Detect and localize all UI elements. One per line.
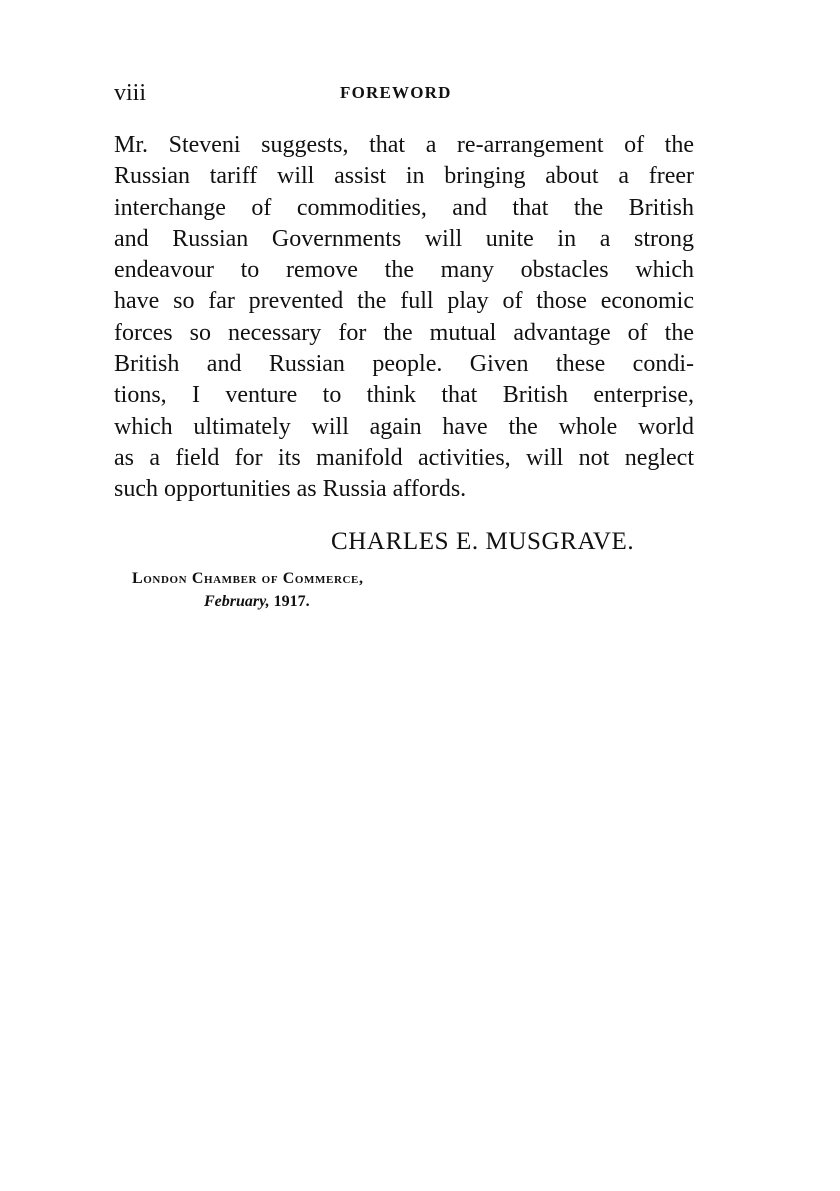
paragraph-line: Russian tariff will assist in bringing about a freer [114,163,694,190]
paragraph-line: have so far prevented the full play of those economic [114,288,694,315]
paragraph-line: which ultimately will again have the whole world [114,413,694,440]
foreword-paragraph [114,130,694,506]
paragraph-line: such opportunities as Russia affords. [114,476,467,503]
paragraph-line: tions, I venture to think that British enterprise, [114,382,694,409]
signature-place: London Chamber of Commerce, [132,570,364,587]
paragraph-line: interchange of commodities, and that the British [114,194,694,221]
signature-date [204,592,310,612]
paragraph-line: forces so necessary for the mutual advantage of the [114,319,694,346]
paragraph-line: as a field for its manifold activities, will not neglect [114,444,694,471]
running-head [114,80,694,106]
signature-name: CHARLES E. MUSGRAVE. [331,528,635,555]
paragraph-line: Mr. Steveni suggests, that a re-arrangement of the [114,132,694,158]
signature-date-month: February, [204,593,270,610]
page-number: viii [114,80,147,106]
paragraph-line: endeavour to remove the many obstacles which [114,257,694,284]
paragraph-line: British and Russian people. Given these condi- [114,351,694,378]
running-title: FOREWORD [340,83,452,102]
signature-date-year: 1917. [273,593,310,610]
paragraph-line: and Russian Governments will unite in a strong [114,225,694,252]
